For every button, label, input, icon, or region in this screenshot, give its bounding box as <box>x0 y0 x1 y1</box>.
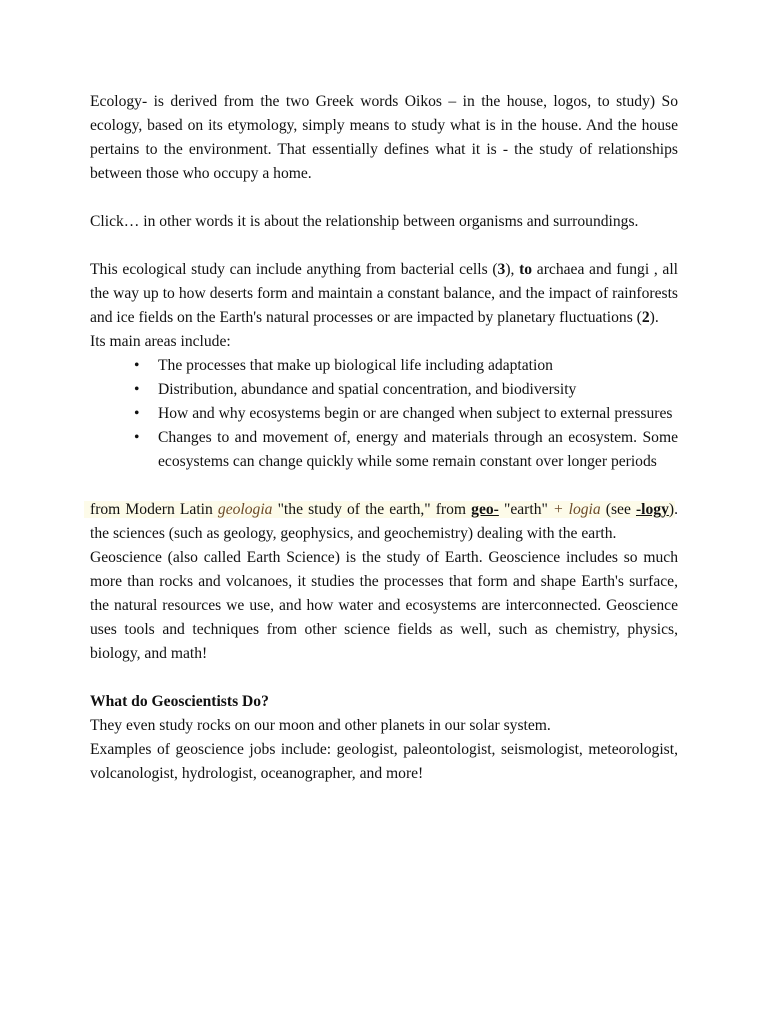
bullet-icon: • <box>134 405 140 422</box>
text-segment: This ecological study can include anything from bacterial cells ( <box>90 261 498 278</box>
examples-paragraph: Examples of geoscience jobs include: geologist, paleontologist, seismologist, meteorologist, volcanologist, hydrologist, oceanographer, and more! <box>90 741 678 782</box>
etymology-paragraph: from Modern Latin geologia "the study of the earth," from geo- "earth" + logia (see -logy). the sciences (such as geology, geophysics, and geochemistry) dealing with the earth. <box>90 498 678 546</box>
citation-3: 3 <box>497 261 506 278</box>
citation-2: 2 <box>641 309 650 326</box>
logy-link[interactable]: -logy <box>635 501 669 518</box>
areas-list <box>90 354 678 474</box>
list-item: • Distribution, abundance and spatial concentration, and biodiversity <box>158 378 678 402</box>
moon-paragraph: They even study rocks on our moon and other planets in our solar system. <box>90 717 551 734</box>
etymology-highlight: from Modern Latin geologia "the study of the earth," from geo- "earth" + logia (see -logy <box>84 501 675 518</box>
text-segment: ). <box>649 309 659 326</box>
section-heading: What do Geoscientists Do? <box>90 693 269 710</box>
ecology-definition-paragraph: Ecology- is derived from the two Greek words Oikos – in the house, logos, to study) So ecology, based on its etymology, simply means to study what is in the house. And the house pertains to the environment. That essentially defines what it is - the study of relationships between those who occupy a home. <box>90 93 678 182</box>
logia-term: + logia <box>552 501 601 518</box>
bullet-icon: • <box>134 429 140 446</box>
document-page <box>90 90 678 786</box>
areas-intro: Its main areas include: <box>90 333 231 350</box>
geo-link[interactable]: geo- <box>471 501 499 518</box>
bullet-icon: • <box>134 381 140 398</box>
ecological-study-paragraph <box>90 258 678 330</box>
bold-to: to <box>519 261 533 278</box>
text-segment: ), <box>505 261 520 278</box>
geoscience-paragraph: Geoscience (also called Earth Science) is the study of Earth. Geoscience includes so much more than rocks and volcanoes, it studies the processes that form and shape Earth's surface, the natural resources we use, and how water and ecosystems are interconnected. Geoscience uses tools and techniques from other science fields as well, such as chemistry, physics, biology, and math! <box>90 549 678 662</box>
list-item: • How and why ecosystems begin or are changed when subject to external pressures <box>158 402 678 426</box>
text-segment: archaea and fungi , all the way up to how deserts form and maintain a constant balance, and the impact of rainforests and ice fields on the Earth's natural processes or are impacted by planetary fluctuations ( <box>90 261 678 326</box>
geologia-term: geologia <box>217 501 273 518</box>
list-item: • The processes that make up biological life including adaptation <box>158 354 678 378</box>
bullet-icon: • <box>134 357 140 374</box>
click-paragraph: Click… in other words it is about the relationship between organisms and surroundings. <box>90 213 639 230</box>
list-item: • Changes to and movement of, energy and materials through an ecosystem. Some ecosystems can change quickly while some remain constant over longer periods <box>158 426 678 474</box>
